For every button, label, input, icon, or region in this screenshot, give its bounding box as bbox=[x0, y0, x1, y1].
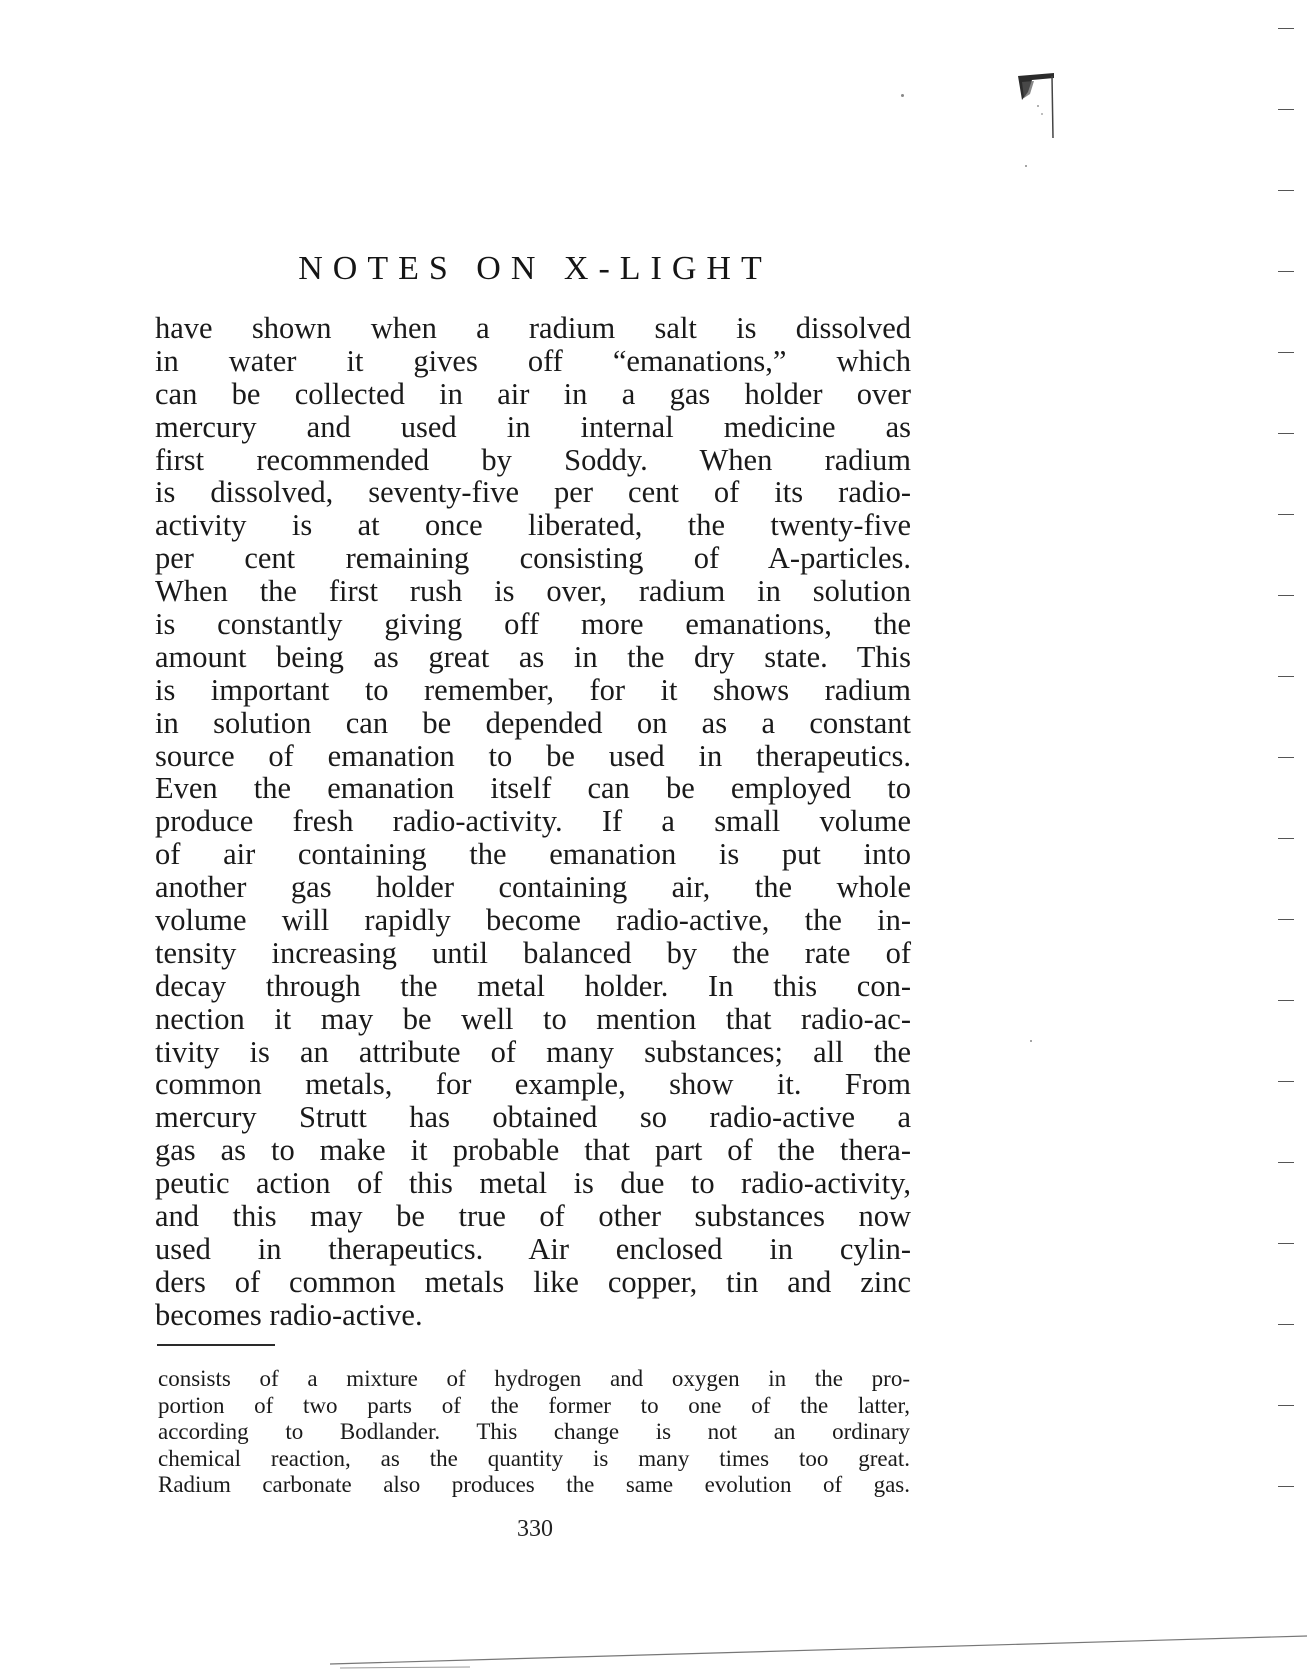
body-line: can be collected in air in a gas holder over bbox=[155, 376, 911, 411]
scan-bottom-edge bbox=[0, 1634, 1307, 1677]
footnote bbox=[158, 1366, 910, 1499]
body-line: of air containing the emanation is put into bbox=[155, 837, 911, 872]
footnote-line: portion of two parts of the former to one of the latter, bbox=[158, 1392, 910, 1418]
footnote-line: according to Bodlander. This change is not an ordinary bbox=[158, 1419, 910, 1445]
scan-corner-mark bbox=[1018, 70, 1058, 145]
body-line: in solution can be depended on as a constant bbox=[155, 705, 911, 740]
scan-margin-tick bbox=[1278, 514, 1294, 515]
body-line: gas as to make it probable that part of the thera- bbox=[155, 1133, 911, 1168]
scan-margin-tick bbox=[1278, 919, 1294, 920]
scan-margin-tick bbox=[1278, 433, 1294, 434]
body-line: ders of common metals like copper, tin and zinc bbox=[155, 1264, 911, 1299]
body-line: mercury and used in internal medicine as bbox=[155, 409, 911, 444]
scan-margin-tick bbox=[1278, 1324, 1294, 1325]
body-line: tensity increasing until balanced by the rate of bbox=[155, 935, 911, 970]
body-line: in water it gives off “emanations,” which bbox=[155, 343, 911, 378]
scan-speck bbox=[901, 94, 904, 97]
body-text bbox=[155, 312, 911, 1332]
body-line: another gas holder containing air, the whole bbox=[155, 870, 911, 905]
body-line: mercury Strutt has obtained so radio-active a bbox=[155, 1100, 911, 1135]
scan-margin-tick bbox=[1278, 595, 1294, 596]
body-line: source of emanation to be used in therapeutics. bbox=[155, 738, 911, 773]
scan-margin-tick bbox=[1278, 352, 1294, 353]
scan-margin-ticks bbox=[1247, 0, 1307, 1672]
footnote-rule bbox=[157, 1344, 275, 1346]
scan-margin-tick bbox=[1278, 838, 1294, 839]
scan-margin-tick bbox=[1278, 109, 1294, 110]
scan-margin-tick bbox=[1278, 1162, 1294, 1163]
body-line: have shown when a radium salt is dissolved bbox=[155, 311, 911, 345]
body-line: is important to remember, for it shows radium bbox=[155, 672, 911, 707]
scan-margin-tick bbox=[1278, 1000, 1294, 1001]
running-head: NOTES ON X-LIGHT bbox=[298, 250, 772, 287]
scan-margin-tick bbox=[1278, 1081, 1294, 1082]
body-line: tivity is an attribute of many substances; all the bbox=[155, 1034, 911, 1069]
body-line: amount being as great as in the dry state. This bbox=[155, 639, 911, 674]
body-line: becomes radio-active. bbox=[155, 1297, 423, 1332]
scan-margin-tick bbox=[1278, 1243, 1294, 1244]
body-line: nection it may be well to mention that radio-ac- bbox=[155, 1001, 911, 1036]
body-line: Even the emanation itself can be employed to bbox=[155, 771, 911, 806]
scan-margin-tick bbox=[1278, 190, 1294, 191]
page-number: 330 bbox=[517, 1516, 553, 1542]
body-line: per cent remaining consisting of A-particles. bbox=[155, 541, 911, 576]
body-line: activity is at once liberated, the twenty-five bbox=[155, 508, 911, 543]
body-line: peutic action of this metal is due to radio-activity, bbox=[155, 1166, 911, 1201]
body-line: When the first rush is over, radium in solution bbox=[155, 574, 911, 609]
body-line: common metals, for example, show it. From bbox=[155, 1067, 911, 1102]
body-line: is constantly giving off more emanations, the bbox=[155, 607, 911, 642]
body-line: volume will rapidly become radio-active, the in- bbox=[155, 903, 911, 938]
body-line: used in therapeutics. Air enclosed in cylin- bbox=[155, 1231, 911, 1266]
scan-margin-tick bbox=[1278, 271, 1294, 272]
scan-speck bbox=[1025, 165, 1027, 167]
scan-margin-tick bbox=[1278, 1405, 1294, 1406]
scan-margin-tick bbox=[1278, 676, 1294, 677]
footnote-line: Radium carbonate also produces the same evolution of gas. bbox=[158, 1472, 910, 1498]
body-line: decay through the metal holder. In this con- bbox=[155, 968, 911, 1003]
body-line: first recommended by Soddy. When radium bbox=[155, 442, 911, 477]
body-line: produce fresh radio-activity. If a small volume bbox=[155, 804, 911, 839]
footnote-line: chemical reaction, as the quantity is many times too great. bbox=[158, 1445, 910, 1471]
scan-speck bbox=[1030, 1040, 1032, 1042]
scan-margin-tick bbox=[1278, 1486, 1294, 1487]
body-line: is dissolved, seventy-five per cent of its radio- bbox=[155, 475, 911, 510]
footnote-line: consists of a mixture of hydrogen and oxygen in the pro- bbox=[158, 1366, 910, 1391]
scan-margin-tick bbox=[1278, 757, 1294, 758]
body-line: and this may be true of other substances now bbox=[155, 1199, 911, 1234]
scan-margin-tick bbox=[1278, 28, 1294, 29]
